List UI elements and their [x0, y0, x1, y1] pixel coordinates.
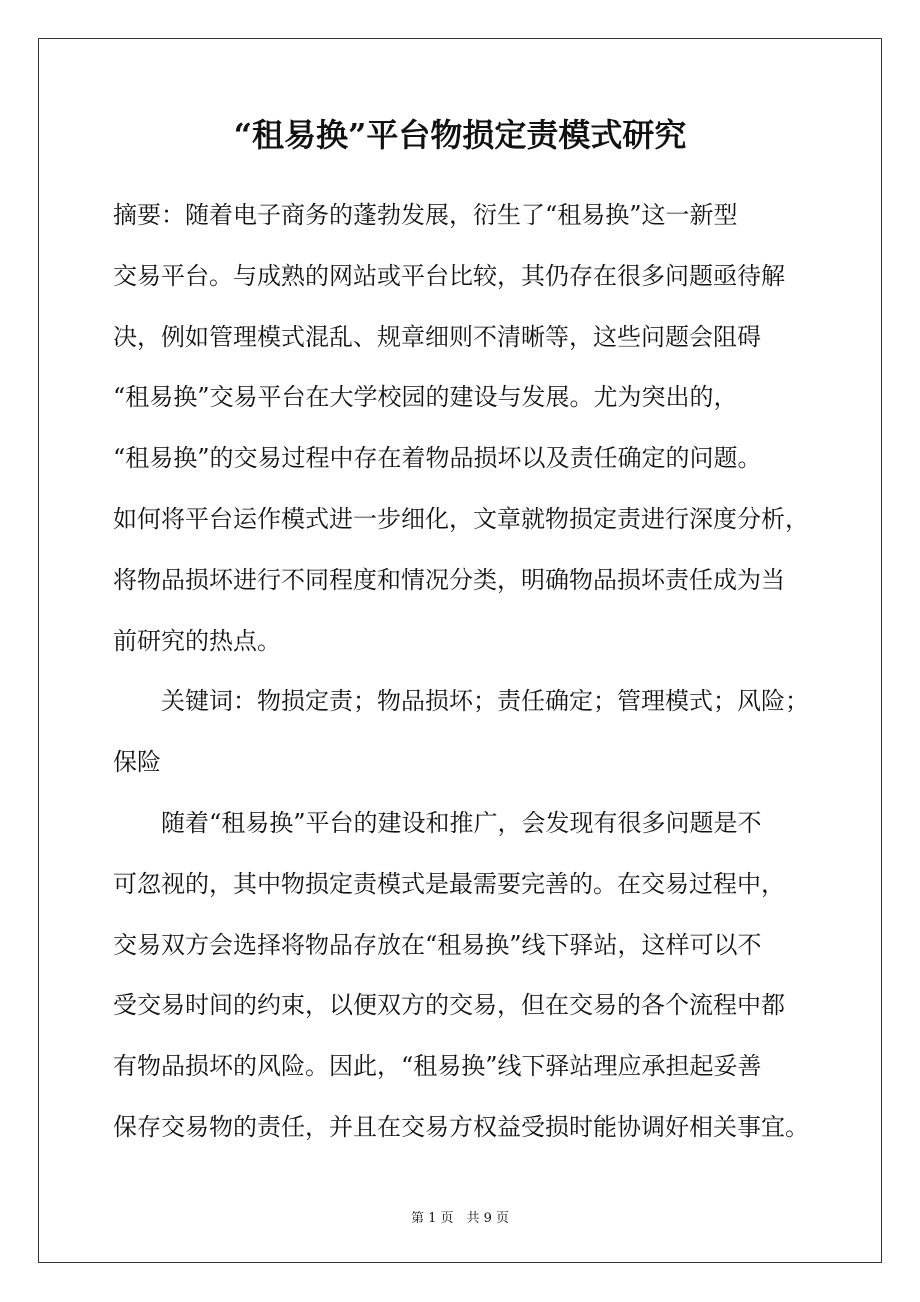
- text-line: “租易换”的交易过程中存在着物品损坏以及责任确定的问题。: [113, 444, 762, 473]
- text-line: 前研究的热点。: [113, 626, 281, 655]
- text-line: 将物品损坏进行不同程度和情况分类，明确物品损坏责任成为当: [113, 565, 785, 594]
- document-title: “租易换”平台物损定责模式研究: [233, 116, 687, 154]
- text-line: 决，例如管理模式混乱、规章细则不清晰等，这些问题会阻碍: [113, 322, 761, 351]
- text-line: 如何将平台运作模式进一步细化，文章就物损定责进行深度分析，: [113, 504, 809, 533]
- text-line: 交易双方会选择将物品存放在“租易换”线下驿站，这样可以不: [113, 930, 762, 959]
- page-number: 第 1 页 共 9 页: [410, 1211, 510, 1226]
- text-line: 可忽视的，其中物损定责模式是最需要完善的。在交易过程中，: [113, 869, 785, 898]
- text-line: 随着“租易换”平台的建设和推广，会发现有很多问题是不: [113, 808, 762, 837]
- text-line: 受交易时间的约束，以便双方的交易，但在交易的各个流程中都: [113, 991, 785, 1020]
- text-line: 有物品损坏的风险。因此，“租易换”线下驿站理应承担起妥善: [113, 1052, 762, 1081]
- text-line: 摘要：随着电子商务的蓬勃发展，衍生了“租易换”这一新型: [113, 201, 738, 229]
- keywords-line: 保险: [113, 748, 161, 777]
- document-body: [113, 185, 813, 1158]
- keywords-line: 关键词：物损定责；物品损坏；责任确定；管理模式；风险；: [113, 687, 809, 716]
- text-line: 保存交易物的责任，并且在交易方权益受损时能协调好相关事宜。: [113, 1112, 809, 1141]
- text-line: “租易换”交易平台在大学校园的建设与发展。尤为突出的，: [113, 383, 738, 412]
- text-line: 交易平台。与成熟的网站或平台比较，其仍存在很多问题亟待解: [113, 261, 785, 290]
